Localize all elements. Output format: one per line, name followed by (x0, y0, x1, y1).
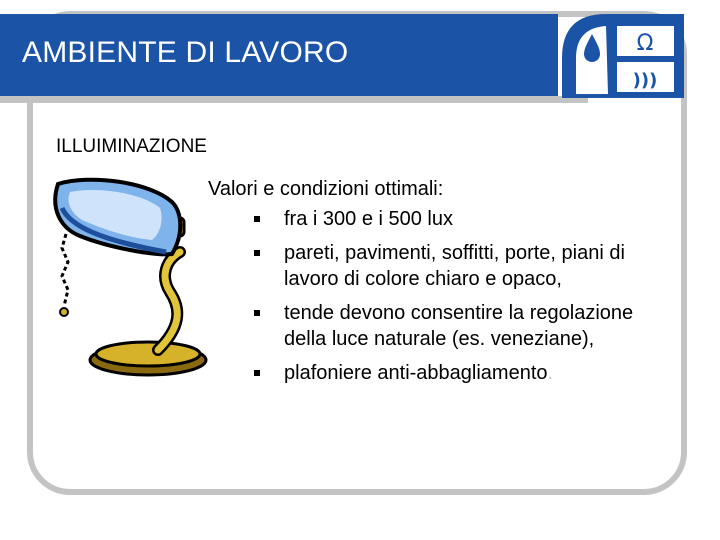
list-item-text: fra i 300 e i 500 lux (284, 208, 453, 230)
svg-text:Ω: Ω (636, 31, 654, 56)
desk-lamp-icon (40, 168, 220, 383)
svg-text:))): ))) (632, 70, 658, 91)
slide-content (208, 176, 678, 394)
list-item (208, 206, 678, 232)
list-item-text: plafoniere anti-abbagliamento (284, 362, 548, 384)
bullet-list (208, 206, 678, 386)
bullet-square-icon (254, 250, 260, 256)
list-item-text: pareti, pavimenti, soffitti, porte, piani di lavoro di colore chiaro e opaco, (284, 242, 625, 290)
bullet-square-icon (254, 310, 260, 316)
water-earth-sound-logo-icon (562, 14, 684, 98)
list-item (208, 240, 678, 292)
list-item-text: tende devono consentire la regolazione della luce naturale (es. veneziane), (284, 302, 634, 350)
list-item (208, 300, 678, 352)
content-heading: Valori e condizioni ottimali: (208, 178, 444, 200)
list-item (208, 360, 678, 386)
bullet-square-icon (254, 216, 260, 222)
list-item-end-mark: . (547, 362, 554, 384)
bullet-square-icon (254, 370, 260, 376)
slide-title: AMBIENTE DI LAVORO (22, 36, 349, 69)
slide-subtitle: ILLUIMINAZIONE (56, 136, 207, 157)
